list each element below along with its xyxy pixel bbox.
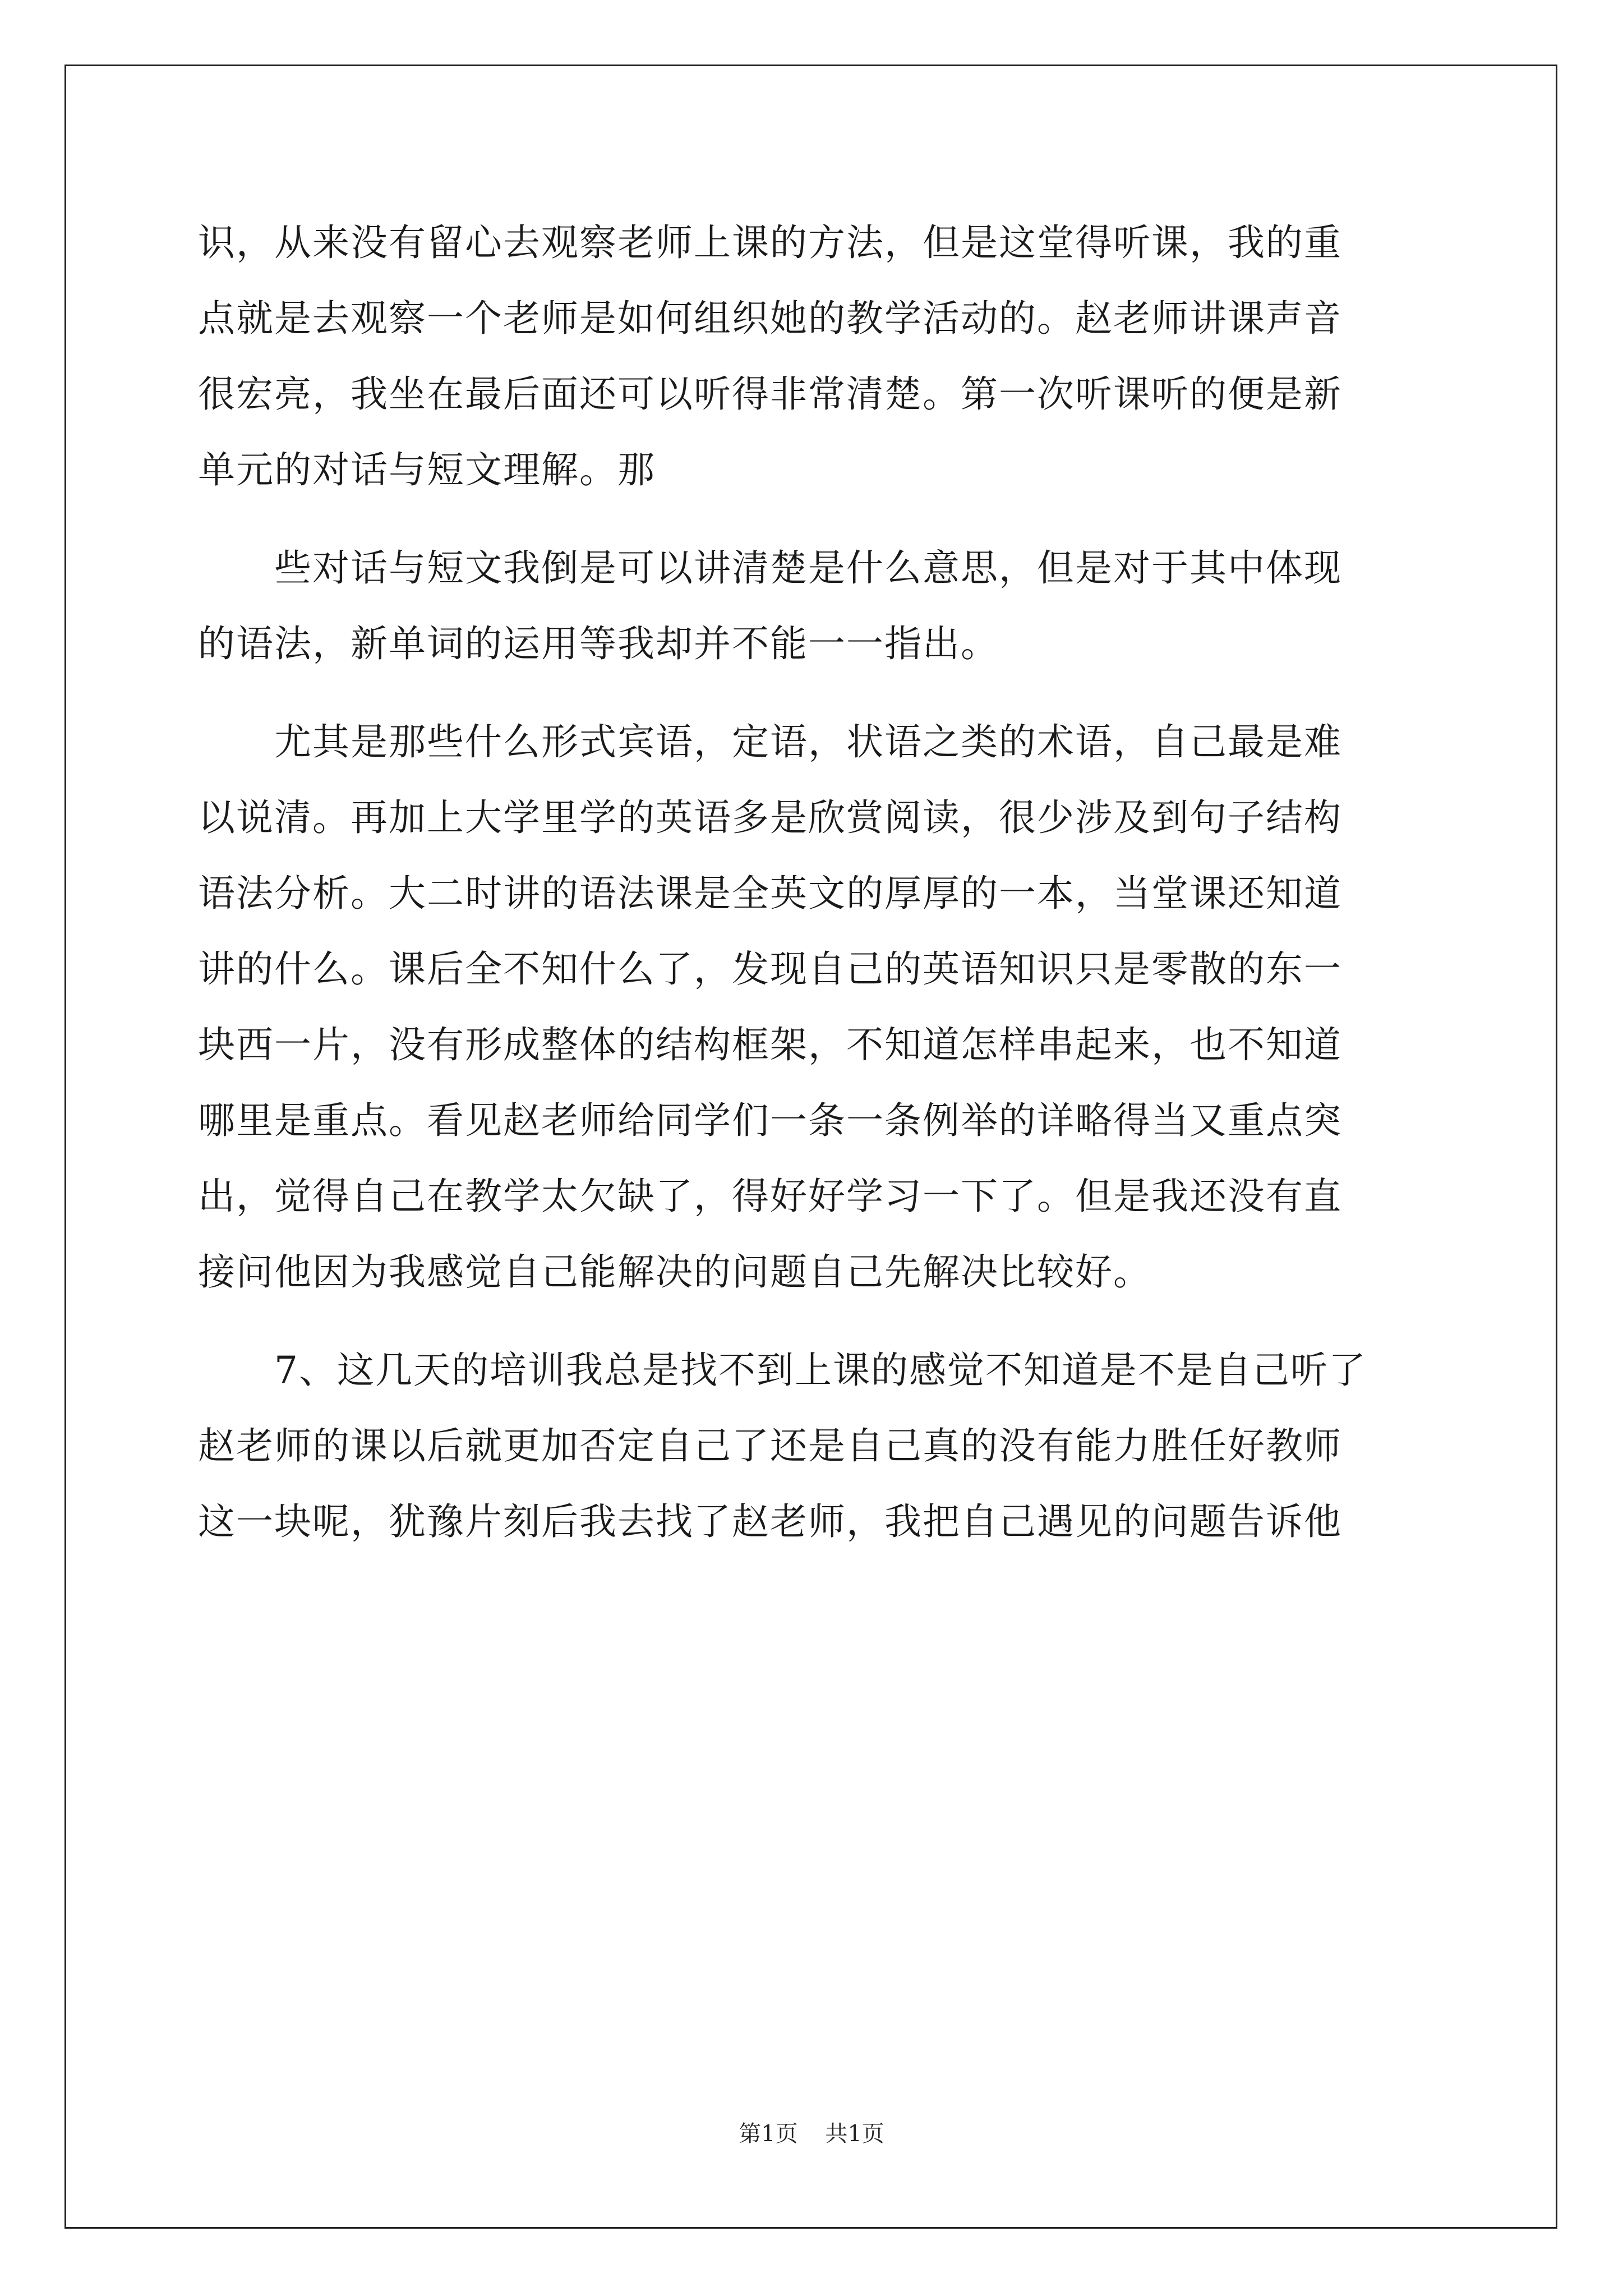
- text-line: 块西一片，没有形成整体的结构框架，不知道怎样串起来，也不知道: [198, 1023, 1342, 1066]
- text-line: 这一块呢，犹豫片刻后我去找了赵老师，我把自己遇见的问题告诉他: [198, 1500, 1342, 1543]
- document-body: [198, 205, 1425, 1582]
- text-line: 讲的什么。课后全不知什么了，发现自己的英语知识只是零散的东一: [198, 947, 1342, 991]
- paragraph-1: [198, 205, 1425, 508]
- text-line: 的语法，新单词的运用等我却并不能一一指出。: [198, 622, 999, 665]
- text-line: 尤其是那些什么形式宾语，定语，状语之类的术语，自己最是难: [198, 720, 1342, 763]
- text-line: 接问他因为我感觉自己能解决的问题自己先解决比较好。: [198, 1250, 1151, 1294]
- paragraph-3: [198, 704, 1425, 1310]
- text-line: 出，觉得自己在教学太欠缺了，得好好学习一下了。但是我还没有直: [198, 1175, 1342, 1218]
- text-line: 哪里是重点。看见赵老师给同学们一条一条例举的详略得当又重点突: [198, 1099, 1342, 1142]
- text-line: 以说清。再加上大学里学的英语多是欣赏阅读，很少涉及到句子结构: [198, 796, 1342, 839]
- page-total: 共1页: [825, 2121, 884, 2147]
- text-line: 语法分析。大二时讲的语法课是全英文的厚厚的一本，当堂课还知道: [198, 872, 1342, 915]
- text-line: 赵老师的课以后就更加否定自己了还是自己真的没有能力胜任好教师: [198, 1424, 1342, 1467]
- text-line: 识，从来没有留心去观察老师上课的方法，但是这堂得听课，我的重: [198, 221, 1342, 264]
- paragraph-4: [198, 1332, 1425, 1559]
- text-line: 单元的对话与短文理解。那: [198, 448, 656, 491]
- page-number: 第1页: [739, 2121, 798, 2147]
- text-line: 很宏亮，我坐在最后面还可以听得非常清楚。第一次听课听的便是新: [198, 372, 1342, 416]
- page-footer: [0, 2116, 1623, 2148]
- text-line: 7、这几天的培训我总是找不到上课的感觉不知道是不是自己听了: [198, 1349, 1367, 1392]
- text-line: 些对话与短文我倒是可以讲清楚是什么意思，但是对于其中体现: [198, 546, 1342, 590]
- text-line: 点就是去观察一个老师是如何组织她的教学活动的。赵老师讲课声音: [198, 297, 1342, 340]
- paragraph-2: [198, 530, 1425, 682]
